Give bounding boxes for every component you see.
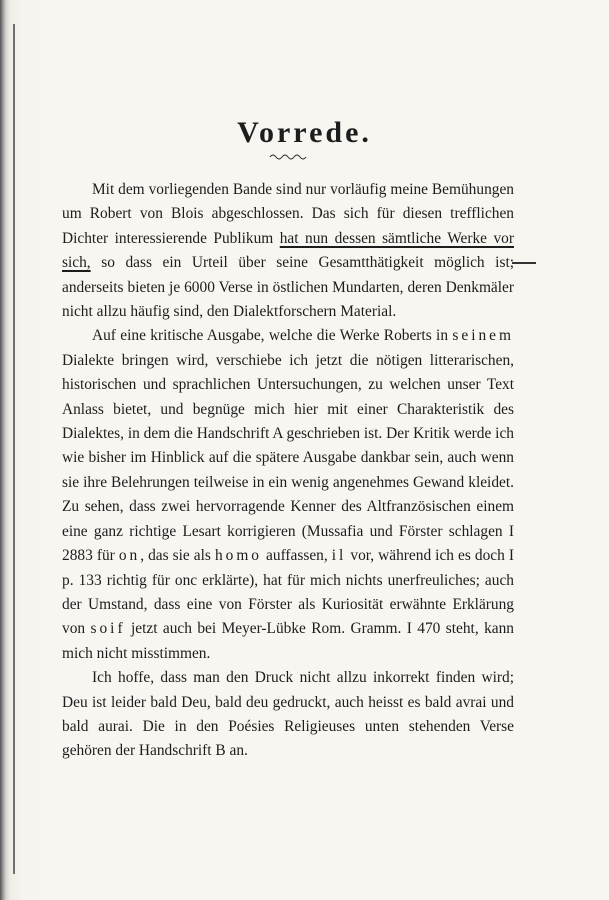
paragraph-2	[62, 324, 514, 666]
p2-text-e: vor, während ich es doch I p. 133 richtig für onc erklärte), hat für mich nichts unerfreuliches; auch der Umstand, dass eine von Förster als Kuriosität erwähnte Erklärung von	[62, 547, 514, 638]
p2-emphasis-homo: homo	[214, 547, 262, 565]
paragraph-3: Ich hoffe, dass man den Druck nicht allzu inkorrekt finden wird; Deu ist leider bald Deu, bald deu gedruckt, auch heisst es bald avrai und bald aurai. Die in den Poésies Religieuses unten stehenden Verse gehören der Handschrift B an.	[62, 669, 514, 760]
p2-emphasis-il: il	[331, 547, 347, 565]
paragraph-1	[62, 178, 514, 324]
p2-emphasis-soif: soif	[90, 620, 126, 638]
p2-text-d: auffassen,	[262, 547, 332, 565]
p2-text-b: Dialekte bringen wird, verschiebe ich jetzt die nötigen litterarischen, historischen und sprachlichen Untersuchungen, zu welchen unser Text Anlass bietet, und begnüge mich hier mit einer Charakteristik des Dialektes, in dem die Handschrift A geschrieben ist. Der Kritik werde ich wie bisher im Hinblick auf die spätere Ausgabe dankbar sein, auch wenn sie ihre Belehrungen teilweise in ein wenig angenehmes Gewand kleidet. Zu sehen, dass zwei hervorragende Kenner des Altfranzösischen einem eine ganz richtige Lesart korrigieren (Mussafia und Förster schlagen I 2883 für	[62, 351, 514, 565]
ink-underline-mark	[512, 262, 536, 264]
p2-emphasis-on: on	[118, 547, 141, 565]
p2-text-f: jetzt auch bei Meyer-Lübke Rom. Gramm. I 470 steht, kann mich nicht misstimmen.	[62, 620, 514, 662]
p2-text-c: , das sie als	[140, 547, 215, 565]
p2-text-a: Auf eine kritische Ausgabe, welche die Werke Roberts in	[92, 327, 453, 345]
margin-rule	[13, 24, 15, 874]
p1-underlined-phrase: hat nun dessen sämtliche Werke vor sich,	[62, 229, 514, 272]
page-title: Vorrede.	[237, 116, 372, 149]
p1-text-a: Mit dem vorliegenden Bande sind nur vorläufig meine Bemühungen um Robert von Blois abgeschlossen. Das sich für diesen trefflichen Dichter interessierende Publikum	[62, 181, 514, 247]
p2-emphasis-seinem: seinem	[452, 327, 514, 345]
preface-body	[62, 178, 514, 764]
p1-text-b: so dass ein Urteil über seine Gesamtthätigkeit möglich ist; anderseits bieten je 6000 Verse in östlichen Mundarten, deren Denkmäler nicht allzu häufig sind, den Dialektforschern Material.	[62, 254, 514, 321]
wavy-rule-icon	[269, 152, 309, 162]
